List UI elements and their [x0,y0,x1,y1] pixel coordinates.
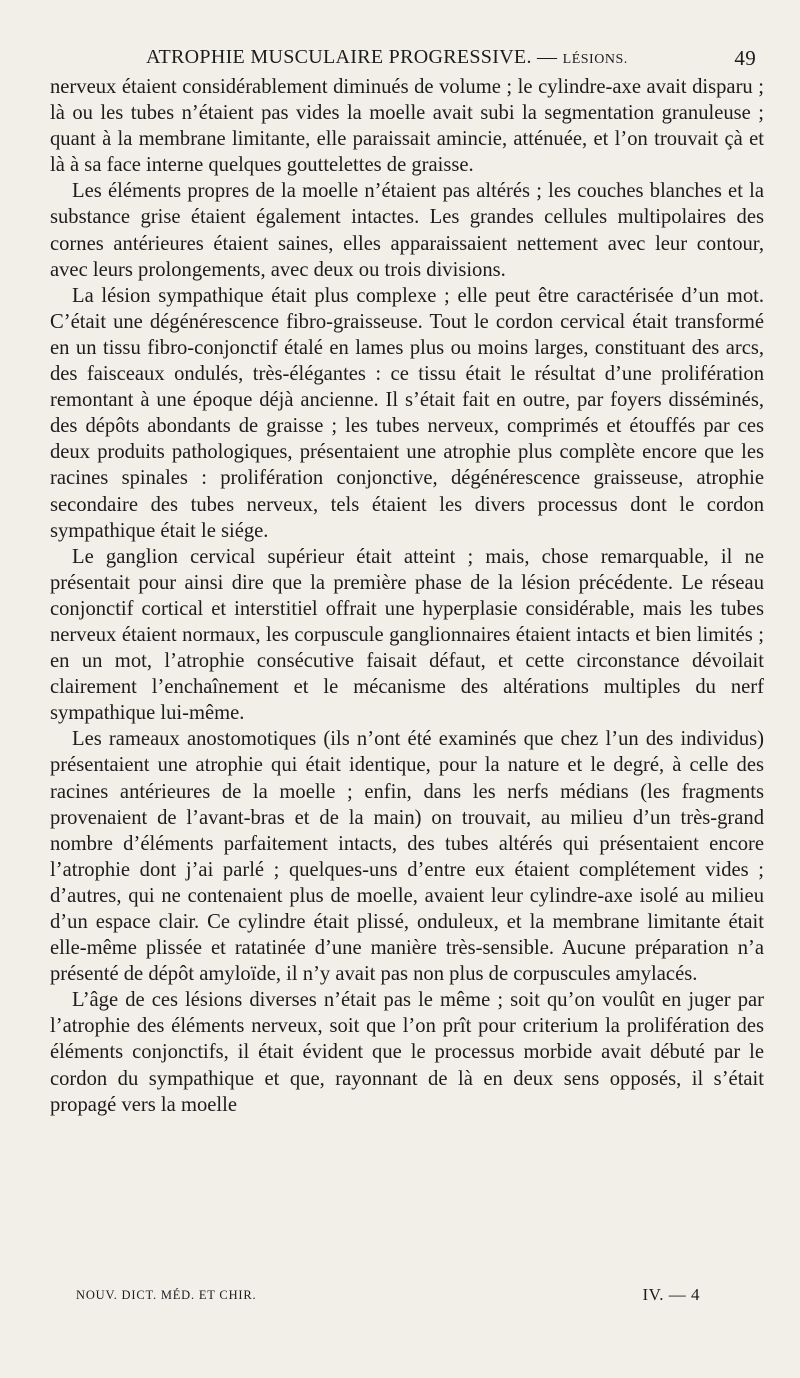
page-number: 49 [734,46,756,70]
paragraph: Les éléments propres de la moelle n’étaient pas altérés ; les couches blanches et la substance grise étaient également intactes. Les grandes cellules multipolaires des cornes antérieures étaient saines, elles apparaissaient nettement avec leur contour, avec leurs prolongements, avec deux ou trois divisions. [50,180,764,281]
paragraph: L’âge de ces lésions diverses n’était pas le même ; soit qu’on voulût en juger par l’atrophie des éléments nerveux, soit que l’on prît pour criterium la prolifération des éléments conjonctifs, il était évident que le processus morbide avait débuté par le cordon du sympathique et que, rayonnant de là en deux sens opposés, il s’était propagé vers la moelle [50,989,764,1116]
running-head-title [146,46,628,69]
footer-signature: IV. — 4 [642,1285,700,1304]
running-head [50,40,764,74]
paragraph: La lésion sympathique était plus complexe ; elle peut être caractérisée d’un mot. C’était une dégénérescence fibro-graisseuse. Tout le cordon cervical était transformé en un tissu fibro-conjonctif étalé en lames plus ou moins larges, constituant des arcs, des faisceaux ondulés, très-élégantes : ce tissu était le résultat d’une prolifération remontant à une époque déjà ancienne. Il s’était fait en outre, par foyers disséminés, des dépôts abondants de graisse ; les tubes nerveux, comprimés et étouffés par ces deux produits pathologiques, présentaient une atrophie plus complète encore que les racines spinales : prolifération conjonctive, dégénérescence graisseuse, atrophie secondaire des tubes nerveux, tels étaient les divers processus dont le cordon sympathique était le siége. [50,284,764,542]
body-text [50,74,764,1118]
paragraph: Le ganglion cervical supérieur était atteint ; mais, chose remarquable, il ne présentait pour ainsi dire que la première phase de la lésion précédente. Le réseau conjonctif cortical et interstitiel offrait une hyperplasie considérable, mais les tubes nerveux étaient normaux, les corpuscule ganglionnaires étaient intacts et bien limités ; en un mot, l’atrophie consécutive faisait défaut, et cette circonstance dévoilait clairement l’enchaînement et le mécanisme des altérations multiples du nerf sympathique lui-même. [50,545,764,725]
page-footer [76,1285,700,1304]
chapter-title: ATROPHIE MUSCULAIRE PROGRESSIVE. — [146,46,558,68]
footer-publication: NOUV. DICT. MÉD. ET CHIR. [76,1288,257,1302]
section-label: LÉSIONS. [562,52,628,67]
paragraph: Les rameaux anostomotiques (ils n’ont été examinés que chez l’un des individus) présentaient une atrophie qui était identique, pour la nature et le degré, à celle des racines antérieures de la moelle ; enfin, dans les nerfs médians (les fragments provenaient de l’avant-bras et de la main) on trouvait, au milieu d’un très-grand nombre d’éléments parfaitement intacts, des tubes altérés qui présentaient encore l’atrophie dont j’ai parlé ; quelques-uns d’entre eux étaient complétement vides ; d’autres, qui ne contenaient plus de moelle, avaient leur cylindre-axe isolé au milieu d’un espace clair. Ce cylindre était plissé, onduleux, et la membrane limitante était elle-même plissée et ratatinée d’une manière très-sensible. Aucune préparation n’a présenté de dépôt amyloïde, il n’y avait pas non plus de corpuscules amylacés. [50,728,764,986]
paragraph-continued: nerveux étaient considérablement diminués de volume ; le cylindre-axe avait disparu ; là ou les tubes n’étaient pas vides la moelle avait subi la segmentation granuleuse ; quant à la membrane limitante, elle paraissait amincie, atténuée, et l’on trouvait çà et là à sa face interne quelques gouttelettes de graisse. [50,76,764,177]
